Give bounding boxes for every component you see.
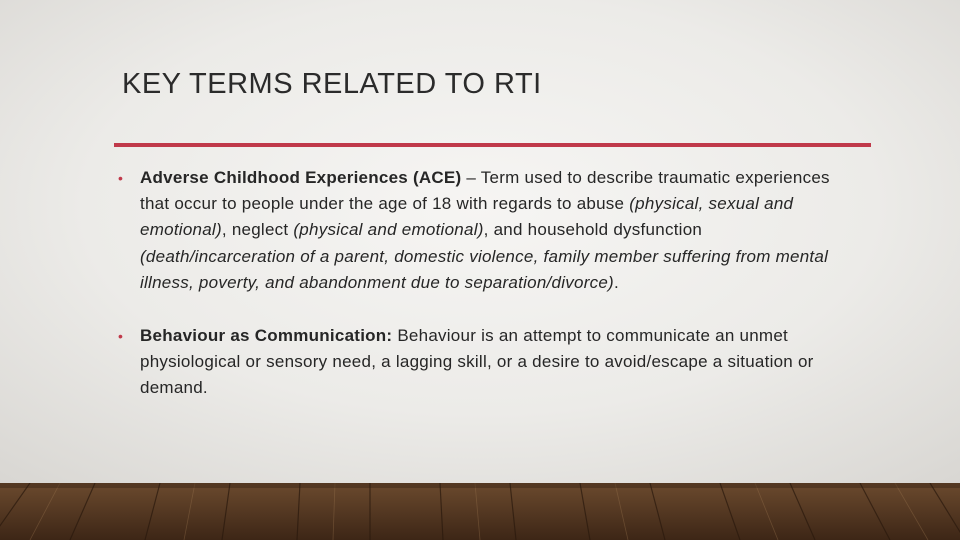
ace-italic-3: (death/incarceration of a parent, domestic violence, family member suffering from mental illness, poverty, and abandonment due to separation/divorce) <box>140 246 829 292</box>
bullet-behaviour <box>118 323 860 402</box>
bullet-icon: • <box>118 170 124 186</box>
wood-floor-graphic <box>0 483 960 540</box>
ace-italic-1: (physical, sexual and emotional) <box>140 194 794 240</box>
term-ace: Adverse Childhood Experiences (ACE) <box>140 168 462 187</box>
slide-title: KEY TERMS RELATED TO RTI <box>122 68 542 100</box>
wood-floor-decoration <box>0 483 960 540</box>
ace-italic-2: (physical and emotional) <box>293 220 484 240</box>
bullet-icon: • <box>118 328 124 345</box>
ace-text-4: . <box>613 272 619 292</box>
title-divider <box>114 143 871 147</box>
bullet-ace <box>118 165 860 296</box>
ace-text-1: Term used to describe traumatic experiences that occur to people under the age of 18 with regards to abuse <box>140 168 830 214</box>
ace-text-2: , neglect <box>221 220 294 240</box>
term-separator: – <box>461 168 481 187</box>
ace-text-3: , and household dysfunction <box>483 220 703 240</box>
term-behaviour: Behaviour as Communication: <box>140 326 393 346</box>
behaviour-text: Behaviour is an attempt to communicate an unmet physiological or sensory need, a lagging skill, or a desire to avoid/escape a situation or demand. <box>140 326 814 398</box>
slide-body <box>118 165 860 402</box>
